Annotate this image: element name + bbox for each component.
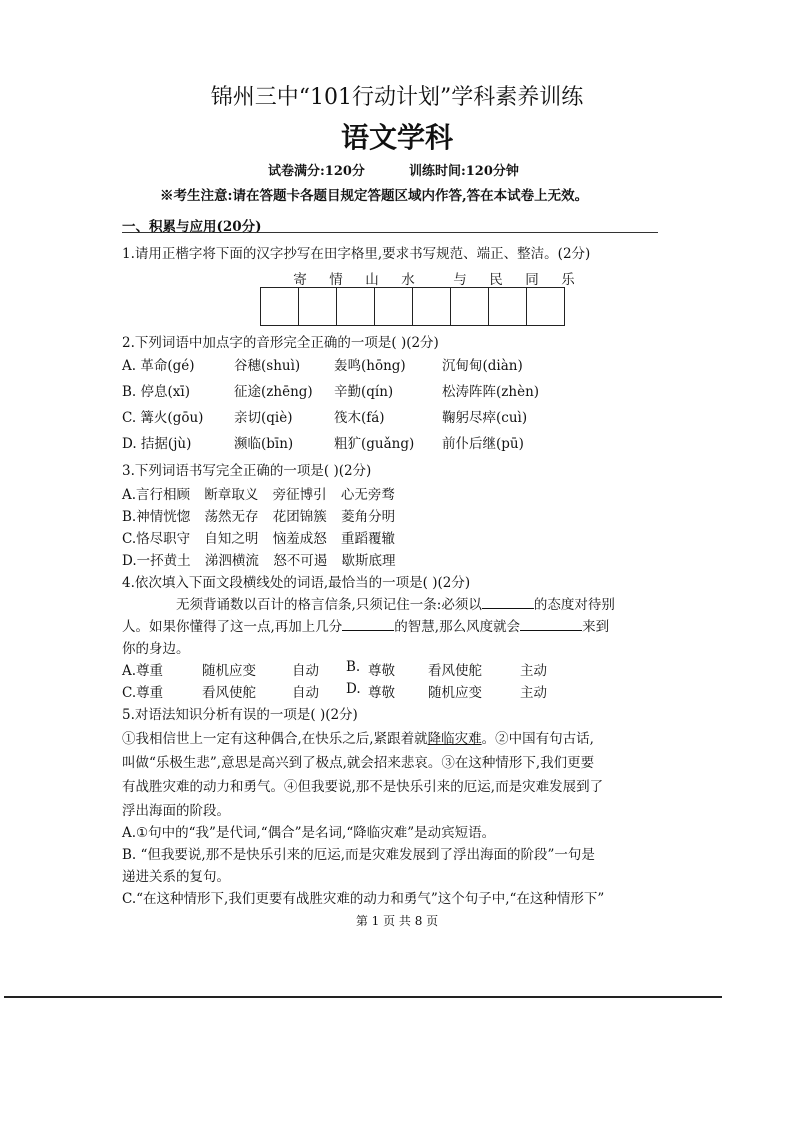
q4-word: B. (346, 659, 361, 675)
q1-char: 寄 (293, 272, 307, 288)
q5-text: ①我相信世上一定有这种偶合,在快乐之后,紧跟着就 (122, 731, 428, 747)
grid-cell[interactable] (527, 288, 564, 325)
q5-underlined-phrase: 降临灾难 (427, 731, 482, 747)
q3-option-a: A.言行相顾 断章取义 旁征博引 心无旁骛 (122, 487, 395, 503)
exam-notice: ※考生注意:请在答题卡各题目规定答题区域内作答,答在本试卷上无效。 (160, 188, 589, 204)
q3-option-c: C.恪尽职守 自知之明 恼羞成怒 重蹈覆辙 (122, 531, 396, 547)
q1-char: 同 (525, 272, 539, 288)
q4-blank-2[interactable] (342, 618, 394, 631)
q1-char: 山 (365, 272, 379, 288)
q5-option-a: A.①句中的“我”是代词,“偶合”是名词,“降临灾难”是动宾短语。 (122, 825, 496, 841)
q2-option-b (122, 380, 539, 400)
q5-passage-line3: 有战胜灾难的动力和勇气。④但我要说,那不是快乐引来的厄运,而是灾难发展到了 (122, 779, 604, 795)
time-limit: 训练时间:120分钟 (408, 164, 519, 179)
subject-title: 语文学科 (340, 121, 453, 154)
q2-word: B. 停息(xī) (122, 384, 190, 400)
full-score: 试卷满分:120分 (268, 164, 365, 179)
section-divider (122, 232, 658, 233)
q4-passage-text: 来到 (582, 619, 610, 635)
q1-characters (282, 268, 586, 288)
q2-word: 濒临(bīn) (234, 436, 294, 452)
q2-word: D. 拮据(jù) (122, 436, 192, 452)
q2-word: 筏木(fá) (334, 410, 385, 426)
section-title: 一、积累与应用(20分) (122, 219, 262, 235)
q2-stem: 2.下列词语中加点字的音形完全正确的一项是( )(2分) (122, 335, 439, 351)
q5-text: 。②中国有句古话, (481, 731, 594, 747)
q5-option-b-line2: 递进关系的复句。 (122, 869, 230, 885)
q4-passage-line2 (122, 615, 609, 635)
q2-word: 谷穗(shuì) (234, 358, 301, 374)
q4-word: 看风使舵 (202, 685, 256, 701)
q2-word: 亲切(qiè) (234, 410, 293, 426)
q4-word: 随机应变 (202, 663, 256, 679)
q4-passage-text: 人。如果你懂得了这一点,再加上几分 (122, 619, 343, 635)
q4-passage-text: 无须背诵数以百计的格言信条,只须记住一条:必须以 (176, 597, 482, 613)
q4-word: 自动 (292, 685, 319, 701)
q5-passage-line4: 浮出海面的阶段。 (122, 803, 230, 819)
q2-word: A. 革命(gé) (122, 358, 195, 374)
q3-option-d: D.一抔黄土 涕泗横流 怒不可遏 歇斯底理 (122, 553, 396, 569)
score-line (268, 160, 563, 179)
q4-blank-3[interactable] (520, 618, 582, 631)
grid-cell[interactable] (413, 288, 451, 325)
grid-cell[interactable] (489, 288, 527, 325)
page-number: 第 1 页 共 8 页 (355, 914, 439, 928)
q4-word: D. (346, 681, 361, 697)
q1-char: 情 (329, 272, 343, 288)
q2-word: C. 篝火(gōu) (122, 410, 204, 426)
q5-passage-line2: 叫做“乐极生悲”,意思是高兴到了极点,就会招来悲哀。③在这种情形下,我们更要 (122, 755, 595, 771)
q2-word: 松涛阵阵(zhèn) (442, 384, 540, 400)
q4-word: C.尊重 (122, 685, 164, 701)
grid-cell[interactable] (261, 288, 299, 325)
grid-cell[interactable] (299, 288, 337, 325)
q4-word: 自动 (292, 663, 319, 679)
q4-options-cd (122, 681, 547, 701)
q2-word: 鞠躬尽瘁(cuì) (442, 410, 528, 426)
grid-cell[interactable] (451, 288, 489, 325)
q3-option-b: B.神情恍惚 荡然无存 花团锦簇 菱角分明 (122, 509, 396, 525)
tianzige-grid[interactable] (260, 287, 565, 326)
grid-cell[interactable] (375, 288, 413, 325)
q4-blank-1[interactable] (482, 596, 534, 609)
q2-option-c (122, 406, 527, 426)
q4-word: 尊敬 (368, 663, 395, 679)
q4-word: 主动 (520, 663, 547, 679)
q1-stem: 1.请用正楷字将下面的汉字抄写在田字格里,要求书写规范、端正、整洁。(2分) (122, 246, 591, 262)
grid-cell[interactable] (337, 288, 375, 325)
q2-word: 轰鸣(hōng) (334, 358, 406, 374)
q4-word: 随机应变 (428, 685, 482, 701)
scan-edge-line (4, 996, 722, 998)
q1-char: 与 (453, 272, 467, 288)
q3-stem: 3.下列词语书写完全正确的一项是( )(2分) (122, 463, 372, 479)
q4-word: A.尊重 (122, 663, 164, 679)
q4-passage-line3: 你的身边。 (122, 641, 190, 657)
q2-word: 征途(zhēng) (234, 384, 313, 400)
q1-char: 民 (489, 272, 503, 288)
q2-option-d (122, 432, 524, 452)
q4-passage-text: 的智慧,那么风度就会 (394, 619, 521, 635)
q2-word: 前仆后继(pū) (442, 436, 524, 452)
q1-char: 乐 (561, 272, 575, 288)
q4-word: 看风使舵 (428, 663, 482, 679)
q5-stem: 5.对语法知识分析有误的一项是( )(2分) (122, 707, 358, 723)
q2-word: 辛勤(qín) (334, 384, 394, 400)
q5-passage-line1 (122, 727, 594, 747)
q5-option-b-line1: B. “但我要说,那不是快乐引来的厄运,而是灾难发展到了浮出海面的阶段”一句是 (122, 847, 595, 863)
q5-option-c: C.“在这种情形下,我们更要有战胜灾难的动力和勇气”这个句子中,“在这种情形下” (122, 891, 605, 907)
exam-header-title: 锦州三中“101行动计划”学科素养训练 (210, 85, 584, 110)
q4-word: 尊敬 (368, 685, 395, 701)
q4-passage-text: 的态度对待别 (533, 597, 615, 613)
q4-word: 主动 (520, 685, 547, 701)
q4-options-ab (122, 659, 547, 679)
q2-word: 粗犷(guǎng) (334, 436, 415, 452)
q4-stem: 4.依次填入下面文段横线处的词语,最恰当的一项是( )(2分) (122, 575, 471, 591)
q4-passage-line1 (176, 593, 615, 613)
q2-option-a (122, 354, 523, 374)
q2-word: 沉甸甸(diàn) (442, 358, 523, 374)
q1-char: 水 (401, 272, 415, 288)
